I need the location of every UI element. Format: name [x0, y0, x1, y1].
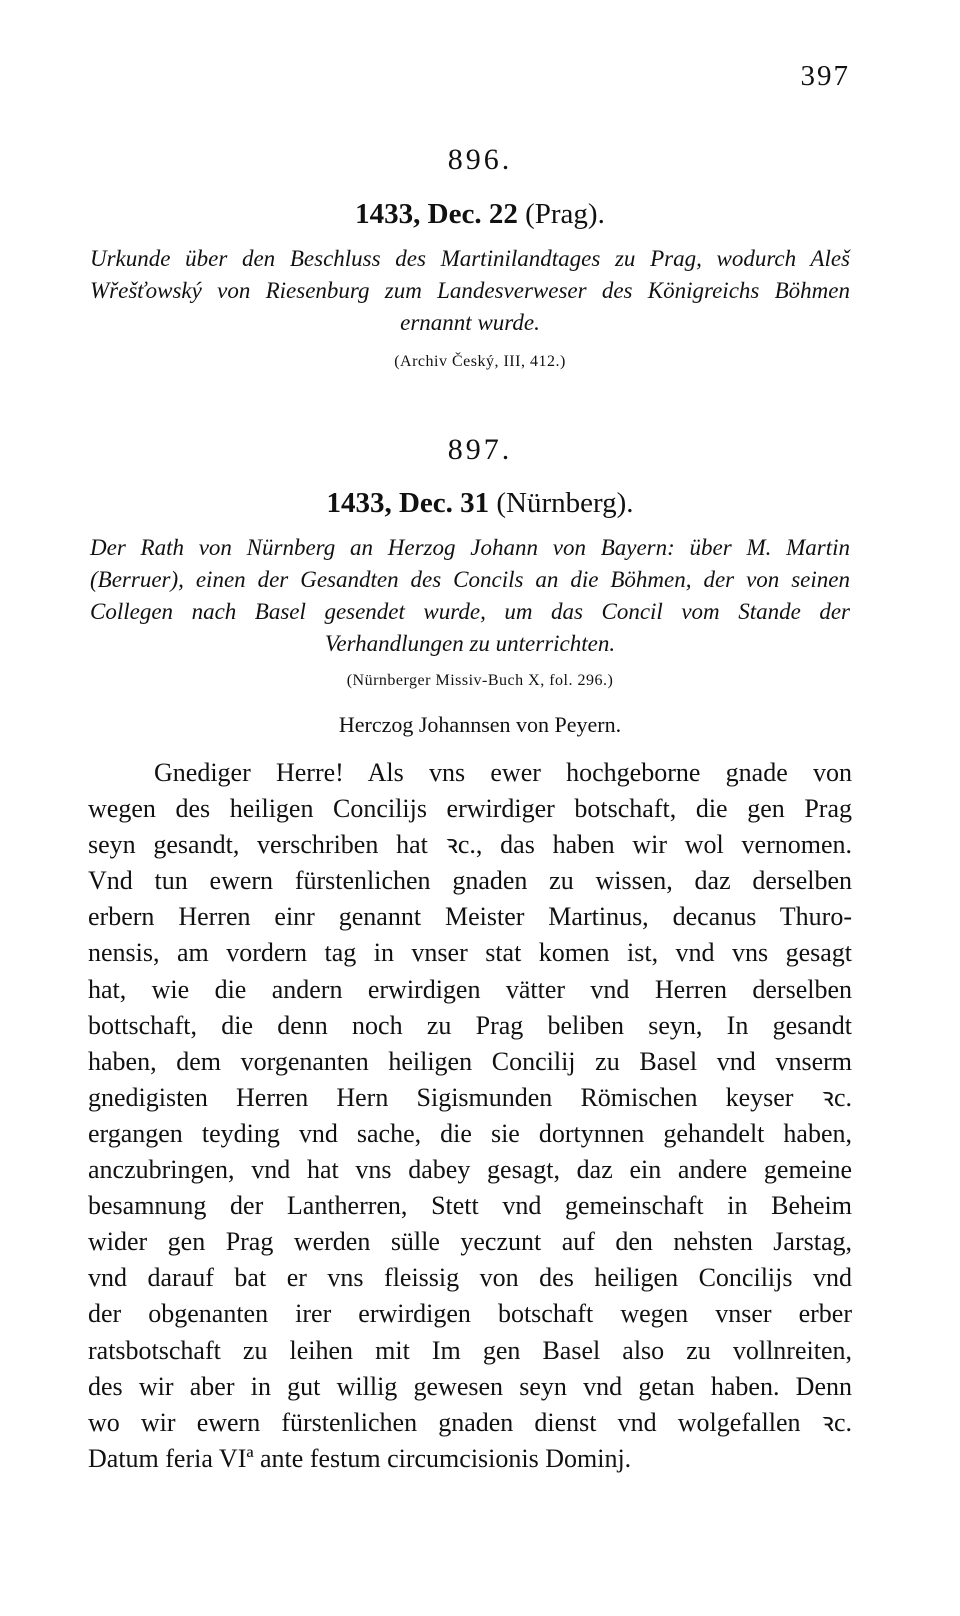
letter-line: Vnd tun ewern fürstenlichen gnaden zu wissen, daz derselben	[88, 866, 852, 896]
entry-date-bold: 1433, Dec. 22	[355, 198, 518, 230]
letter-line: wo wir ewern fürstenlichen gnaden dienst vnd wolgefallen ꝛc.	[88, 1407, 852, 1437]
letter-line: besamnung der Lantherren, Stett vnd gemeinschaft in Beheim	[88, 1191, 852, 1221]
entry-number: 897.	[447, 433, 513, 466]
entry-summary: Urkunde über den Beschluss des Martinilandtages zu Prag, wodurch Aleš Wřešťowský von Riesenburg zum Landesverweser des Königreichs Böhmen ernannt wurde.	[90, 246, 850, 335]
letter-line: haben, dem vorgenanten heiligen Concilij zu Basel vnd vnserm	[88, 1046, 852, 1076]
entry-place: (Prag).	[525, 198, 605, 230]
entry-date	[0, 198, 960, 231]
letter-line: der obgenanten irer erwirdigen botschaft wegen vnser erber	[88, 1299, 852, 1329]
letter-line: nensis, am vordern tag in vnser stat komen ist, vnd vns gesagt	[88, 938, 852, 968]
letter-line: vnd darauf bat er vns fleissig von des heiligen Concilijs vnd	[88, 1263, 852, 1293]
letter-line: gnedigisten Herren Hern Sigismunden Römischen keyser ꝛc.	[88, 1082, 852, 1112]
letter-line: ratsbotschaft zu leihen mit Im gen Basel also zu vollnreiten,	[88, 1335, 852, 1365]
entry-source: (Archiv Český, III, 412.)	[394, 353, 566, 370]
letter-line: wider gen Prag werden sülle yeczunt auf den nehsten Jarstag,	[88, 1227, 852, 1257]
entry-date	[0, 487, 960, 520]
letter-line: bottschaft, die denn noch zu Prag beliben seyn, In gesandt	[88, 1010, 852, 1040]
letter-line: Datum feria VIª ante festum circumcisionis Dominj.	[88, 1443, 632, 1473]
entry-place: (Nürnberg).	[496, 487, 634, 519]
letter-line: hat, wie die andern erwirdigen vätter vnd Herren derselben	[88, 974, 852, 1004]
letter-addressee: Herczog Johannsen von Peyern.	[338, 712, 622, 737]
letter-line: des wir aber in gut willig gewesen seyn vnd getan haben. Denn	[88, 1371, 852, 1401]
letter-line: anczubringen, vnd hat vns dabey gesagt, daz ein andere gemeine	[88, 1155, 852, 1185]
letter-line: wegen des heiligen Concilijs erwirdiger botschaft, die gen Prag	[88, 794, 852, 824]
letter-line: seyn gesandt, verschriben hat ꝛc., das haben wir wol vernomen.	[88, 830, 852, 860]
letter-line: erbern Herren einr genannt Meister Martinus, decanus Thuro-	[88, 902, 852, 932]
entry-number: 896.	[447, 143, 513, 176]
page-number: 397	[800, 60, 850, 92]
entry-date-bold: 1433, Dec. 31	[326, 487, 490, 519]
letter-body	[88, 755, 852, 1477]
letter-line: ergangen teyding vnd sache, die sie dortynnen gehandelt haben,	[88, 1118, 852, 1148]
letter-line: Gnediger Herre! Als vns ewer hochgeborne gnade von	[154, 758, 852, 787]
entry-summary: Der Rath von Nürnberg an Herzog Johann von Bayern: über M. Martin (Berruer), einen der Gesandten des Concils an die Böhmen, der von seinen Collegen nach Basel gesendet wurde, um das Concil vom Stande der Verhandlungen zu unterrichten.	[90, 535, 850, 656]
entry-source: (Nürnberger Missiv-Buch X, fol. 296.)	[346, 672, 614, 689]
